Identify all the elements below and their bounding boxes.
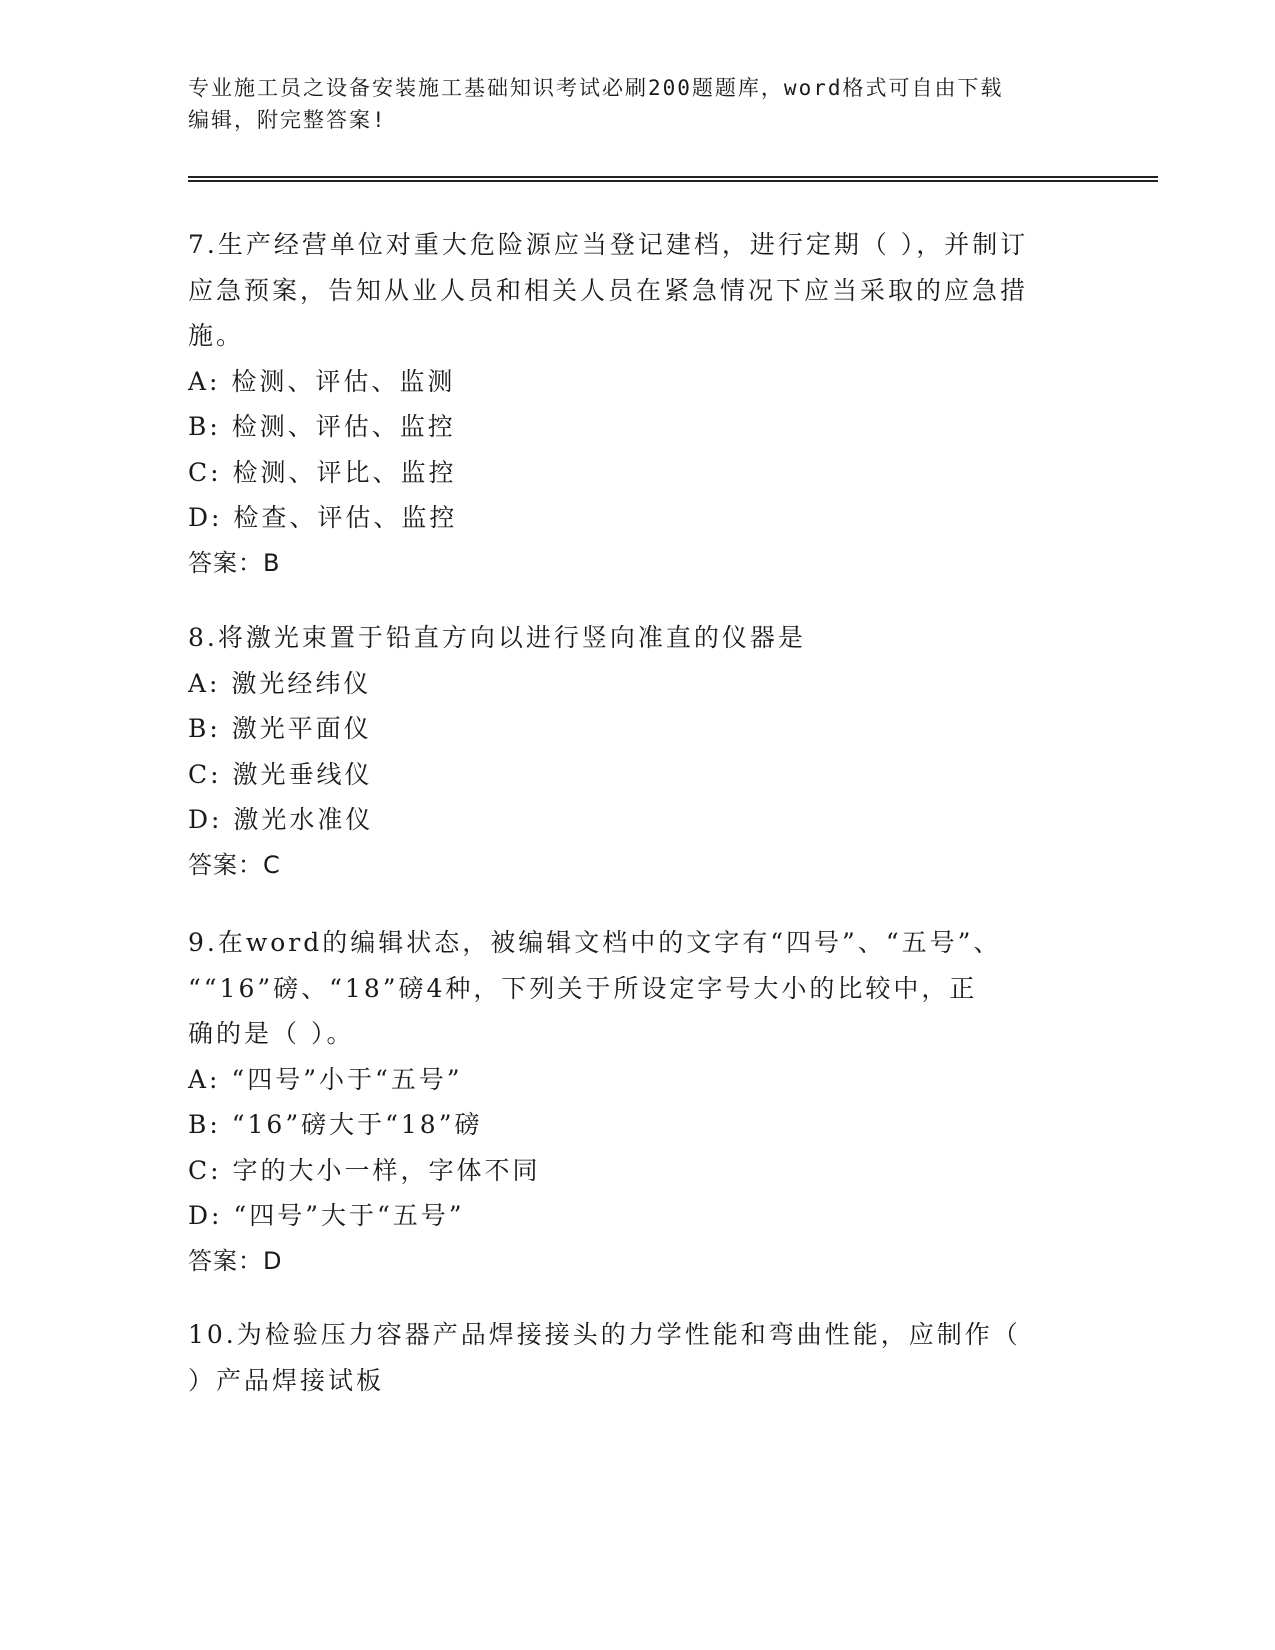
question-9	[188, 920, 1088, 1284]
option-c: C: 检测、评比、监控	[188, 457, 457, 487]
option-a: A: 检测、评估、监测	[188, 366, 456, 396]
header-double-rule	[188, 176, 1158, 182]
question-7	[188, 222, 1088, 586]
answer-line: 答案：D	[188, 1246, 283, 1275]
option-c: C: 字的大小一样，字体不同	[188, 1155, 541, 1185]
document-header	[188, 72, 1068, 136]
question-stem-line: 施。	[188, 321, 245, 350]
option-d: D: “四号”大于“五号”	[188, 1201, 465, 1230]
question-stem-line: 7.生产经营单位对重大危险源应当登记建档，进行定期（ ），并制订	[188, 230, 1029, 259]
question-10	[188, 1312, 1088, 1403]
option-d: D: 检查、评估、监控	[188, 503, 458, 532]
option-b: B: “16”磅大于“18”磅	[188, 1110, 483, 1139]
option-b: B: 激光平面仪	[188, 714, 372, 743]
question-stem-line: 确的是（ ）。	[188, 1019, 355, 1048]
answer-line: 答案：C	[188, 850, 281, 879]
question-8	[188, 615, 1088, 888]
question-stem-line: 应急预案，告知从业人员和相关人员在紧急情况下应当采取的应急措	[188, 275, 1029, 305]
question-stem-line: ““16”磅、“18”磅4种，下列关于所设定字号大小的比较中，正	[188, 973, 978, 1003]
header-title-line-2: 编辑，附完整答案!	[188, 108, 387, 132]
header-title-line-1: 专业施工员之设备安装施工基础知识考试必刷200题题库，word格式可自由下载	[188, 76, 1004, 100]
option-a: A: 激光经纬仪	[188, 668, 372, 698]
option-a: A: “四号”小于“五号”	[188, 1064, 463, 1094]
option-c: C: 激光垂线仪	[188, 759, 373, 789]
question-stem-line: 9.在word的编辑状态，被编辑文档中的文字有“四号”、“五号”、	[188, 928, 1002, 957]
question-stem-line: 10.为检验压力容器产品焊接接头的力学性能和弯曲性能，应制作（	[188, 1320, 1021, 1349]
option-d: D: 激光水准仪	[188, 805, 374, 834]
question-stem-line: ）产品焊接试板	[188, 1365, 385, 1395]
answer-line: 答案：B	[188, 548, 281, 577]
question-stem-line: 8.将激光束置于铅直方向以进行竖向准直的仪器是	[188, 623, 806, 652]
option-b: B: 检测、评估、监控	[188, 412, 456, 441]
